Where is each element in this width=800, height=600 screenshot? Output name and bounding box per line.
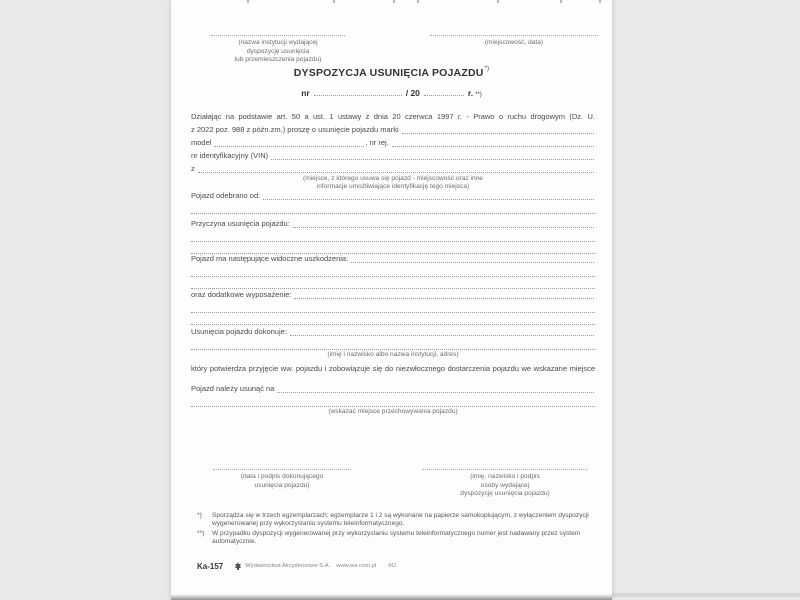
signature-row xyxy=(191,464,596,499)
remover-label: Usunięcia pojazdu dokonuje: xyxy=(191,327,287,336)
scan-artifact xyxy=(333,0,335,3)
model-label: model xyxy=(191,138,212,147)
remover-signature-caption: (data i podpis dokonującego xyxy=(240,473,324,480)
issuer-block xyxy=(211,30,345,65)
destination-caption: (wskazać miejsce przechowywania pojazdu) xyxy=(328,408,458,415)
legal-line-2-label: z 2022 poz. 988 z późn.zm.) proszę o usunięcie pojazdu marki xyxy=(191,125,399,134)
damage-line xyxy=(191,253,595,265)
title-footnote-ref: *) xyxy=(484,66,490,72)
publisher-logo-icon xyxy=(235,557,241,575)
scan-artifact xyxy=(171,594,612,600)
issuer-caption-line: dyspozycję usunięcia xyxy=(246,47,310,55)
issuer-signature-caption: dyspozycję usunięcia pojazdu) xyxy=(460,490,550,498)
footnote-text: W przypadku dyspozycji wygenerowanej przy wykorzystaniu systemu teleinformatycznego numer jest nadawany przez system automatycznie. xyxy=(212,529,581,546)
damage-fill-line xyxy=(351,262,594,263)
form-title xyxy=(171,66,612,79)
brand-fill-line xyxy=(402,133,594,134)
form-footer xyxy=(197,557,396,575)
scan-artifact xyxy=(612,593,800,597)
number-prefix: nr xyxy=(301,88,310,98)
footnote-ref: **) xyxy=(197,529,205,537)
reason-fill-line xyxy=(293,227,594,228)
remover-fill-line xyxy=(191,338,595,350)
equipment-fill-line xyxy=(191,313,595,325)
scan-artifact xyxy=(247,0,249,3)
equipment-line xyxy=(191,289,595,301)
number-fill-line xyxy=(314,95,402,96)
damage-fill-line xyxy=(191,277,595,289)
form-number-line xyxy=(171,88,612,98)
from-line xyxy=(191,162,595,175)
vin-fill-line xyxy=(271,159,594,160)
damage-label: Pojazd ma następujące widoczne uszkodzenia: xyxy=(191,254,349,263)
equipment-fill-line xyxy=(191,301,595,313)
publisher-website: www.wa.com.pl xyxy=(336,563,377,569)
remover-caption: (imię i nazwisko albo nazwa instytucji, adres) xyxy=(327,351,459,358)
from-caption-line: informacje umożliwiające identyfikację tego miejsca) xyxy=(316,183,470,190)
scan-artifact xyxy=(417,0,419,3)
damage-section xyxy=(191,253,595,289)
destination-label: Pojazd należy usunąć na xyxy=(191,384,275,393)
scan-artifact xyxy=(393,0,395,3)
year-fill-line xyxy=(424,95,464,96)
reg-fill-line xyxy=(392,146,594,147)
legal-paragraph xyxy=(191,110,595,191)
publisher-name: Wydawnictwa Akcydensowe S.A. xyxy=(245,563,331,569)
scan-artifact xyxy=(497,0,499,3)
issuer-fill-line xyxy=(211,30,345,36)
reason-line xyxy=(191,218,595,230)
vin-line xyxy=(191,149,595,162)
model-reg-line xyxy=(191,136,595,149)
received-from-fill-line xyxy=(263,199,594,200)
received-from-fill-line xyxy=(191,202,595,214)
reg-label: , nr rej. xyxy=(365,138,389,147)
remover-signature-caption: usunięcia pojazdu) xyxy=(254,481,310,489)
from-fill-line xyxy=(198,172,594,173)
issuer-caption-line: (nazwa instytucji wydającej xyxy=(238,39,318,46)
issuer-caption-line: lub przemieszczenia pojazdu) xyxy=(234,56,322,64)
destination-fill-line xyxy=(191,395,595,407)
legal-line-1: Działając na podstawie art. 50 a ust. 1 ustawy z dnia 20 czerwca 1997 r. - Prawo o ruchu drogowym (Dz. U. xyxy=(191,112,595,121)
footnote-ref: *) xyxy=(197,512,202,519)
reason-section xyxy=(191,218,595,254)
remover-line xyxy=(191,326,595,338)
remover-signature-block xyxy=(213,464,351,499)
reason-label: Przyczyna usunięcia pojazdu: xyxy=(191,219,290,228)
equipment-fill-line xyxy=(294,298,594,299)
number-footnote-ref: **) xyxy=(475,92,482,98)
form-title-text: DYSPOZYCJA USUNIĘCIA POJAZDU xyxy=(293,67,484,79)
from-caption-line: (miejsce, z którego usuwa się pojazd - miejscowość oraz inne xyxy=(303,175,483,182)
place-date-caption: (miejscowość, data) xyxy=(484,39,544,46)
remover-section xyxy=(191,326,595,359)
form-code: Ka-157 xyxy=(197,561,224,571)
from-label: z xyxy=(191,164,195,173)
issuer-signature-caption: (imię, nazwisko i podpis xyxy=(470,473,540,480)
scan-artifact xyxy=(560,0,562,3)
place-date-fill-line xyxy=(430,30,598,36)
remover-signature-line xyxy=(213,464,351,470)
issuer-signature-block xyxy=(422,464,588,499)
destination-section xyxy=(191,383,595,416)
scan-artifact xyxy=(599,0,601,3)
issuer-signature-line xyxy=(422,464,588,470)
vin-label: nr identyfikacyjny (VIN) xyxy=(191,151,269,160)
destination-fill-line xyxy=(277,392,594,393)
footer-initials: MJ xyxy=(388,563,396,569)
form-header xyxy=(191,30,598,65)
damage-fill-line xyxy=(191,265,595,277)
footnote xyxy=(197,512,594,529)
number-year-suffix: r. xyxy=(467,88,474,98)
reason-fill-line xyxy=(191,230,595,242)
form-paper xyxy=(171,0,612,600)
received-from-label: Pojazd odebrano od: xyxy=(191,191,261,200)
confirmation-sentence: który potwierdza przyjęcie ww. pojazdu i zobowiązuje się do niezwłocznego dostarczenia pojazdu we wskazane miejsce xyxy=(191,364,595,373)
place-date-block xyxy=(430,30,598,65)
destination-line xyxy=(191,383,595,395)
equipment-label: oraz dodatkowe wyposażenie: xyxy=(191,290,292,299)
remover-fill-line xyxy=(290,335,594,336)
number-year-part: / 20 xyxy=(405,88,420,98)
legal-line-2 xyxy=(191,123,595,136)
model-fill-line xyxy=(214,146,364,147)
footnote xyxy=(197,530,594,547)
received-from-line xyxy=(191,190,595,202)
footnote-text: Sporządza się w trzech egzemplarzach; egzemplarze 1 i 2 są wykonane na papierze samokopiującym, z wyłączeniem dyspozycji wygenerowanej przy wykorzystaniu systemu teleinformatycznego. xyxy=(212,512,589,528)
issuer-signature-caption: osoby wydającej xyxy=(480,481,530,489)
received-from-section xyxy=(191,190,595,214)
equipment-section xyxy=(191,289,595,325)
footnotes xyxy=(197,512,594,548)
